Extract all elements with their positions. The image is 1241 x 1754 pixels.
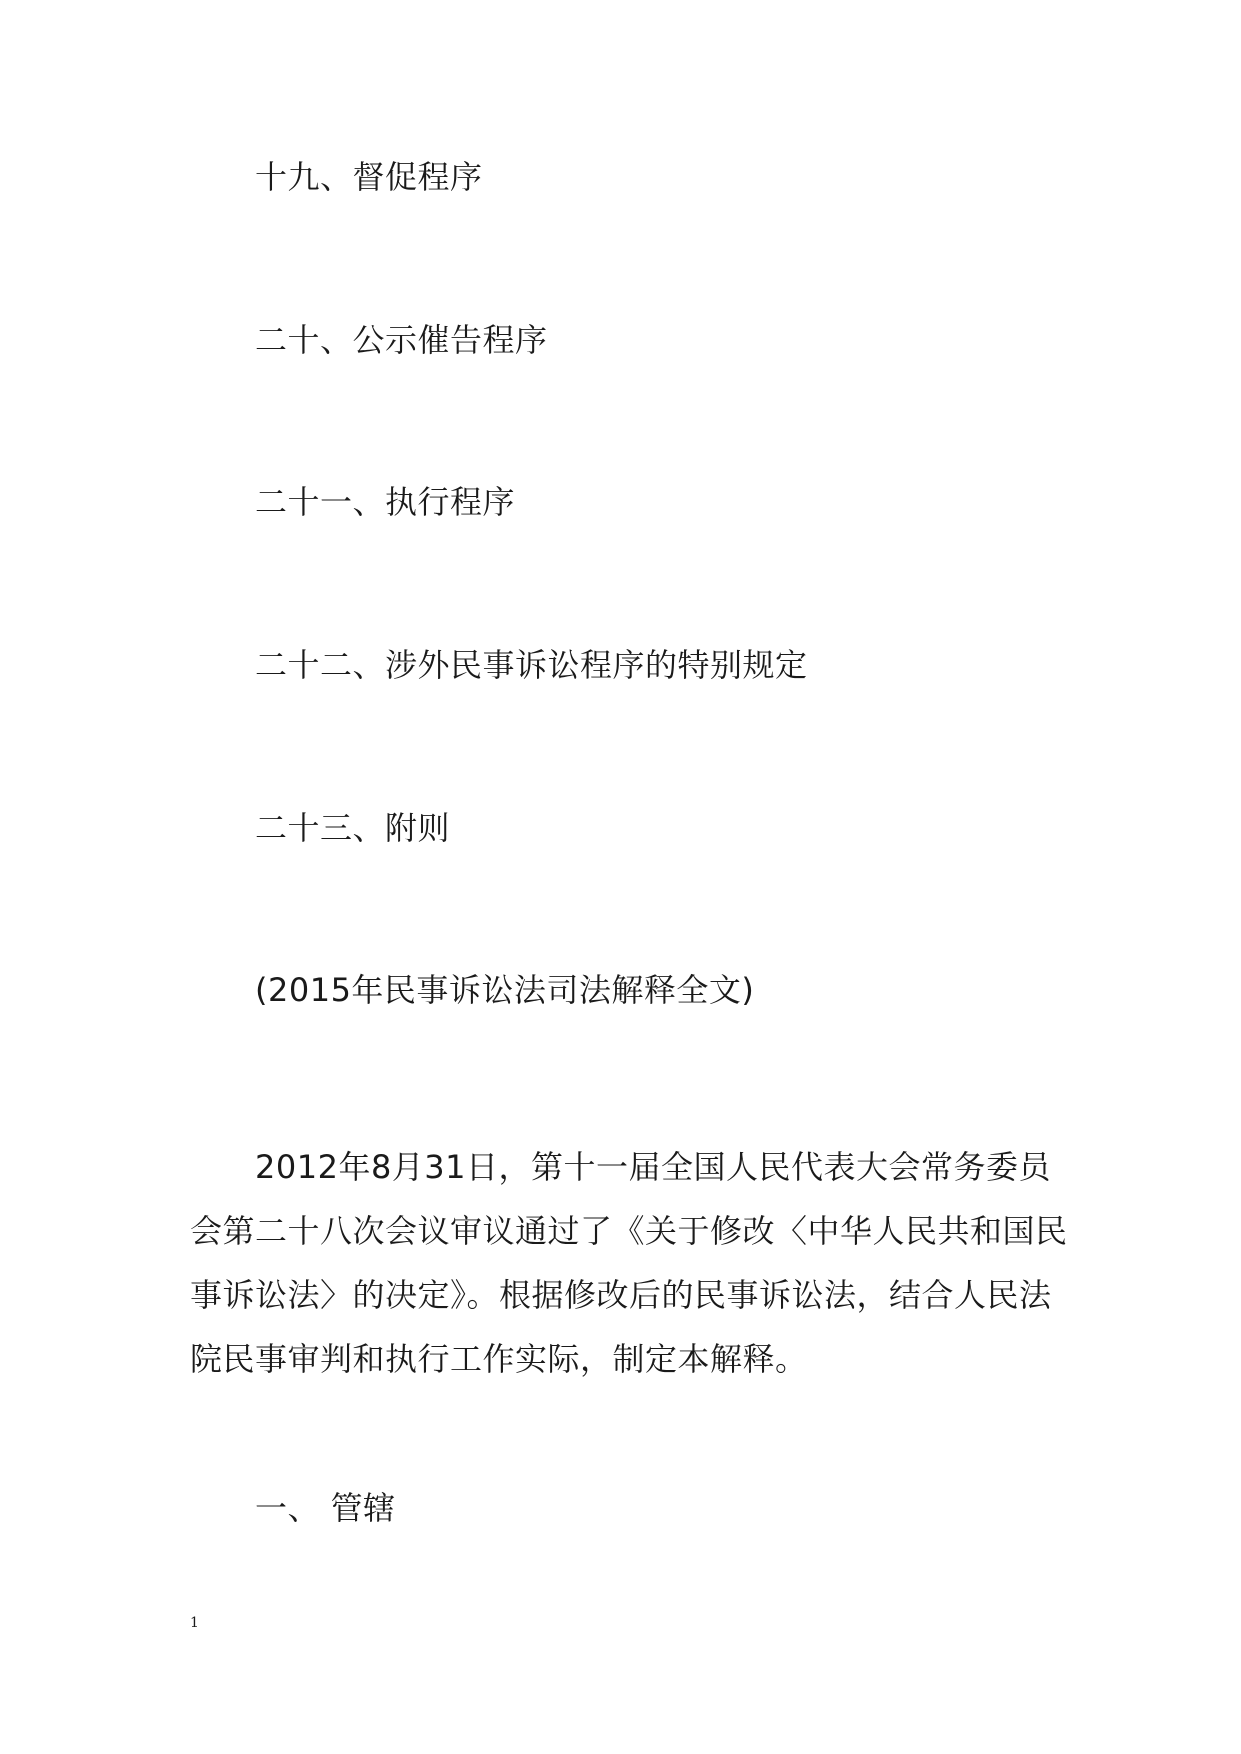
heading-item-22: 二十二、涉外民事诉讼程序的特别规定 [255,646,808,684]
heading-item-19: 十九、督促程序 [255,158,483,196]
section-heading-jurisdiction: 一、 管辖 [255,1489,396,1527]
heading-item-20: 二十、公示催告程序 [255,321,548,359]
heading-item-23: 二十三、附则 [255,809,451,847]
heading-item-21: 二十一、执行程序 [255,483,516,521]
intro-paragraph: 2012年8月31日，第十一届全国人民代表大会常务委员会第二十八次会议审议通过了《关于修改〈中华人民共和国民事诉讼法〉的决定》。根据修改后的民事诉讼法，结合人民法院民事审判和执行工作实际，制定本解释。 [190,1148,1068,1378]
page-number: 1 [190,1615,199,1631]
document-subtitle: (2015年民事诉讼法司法解释全文) [255,971,755,1009]
